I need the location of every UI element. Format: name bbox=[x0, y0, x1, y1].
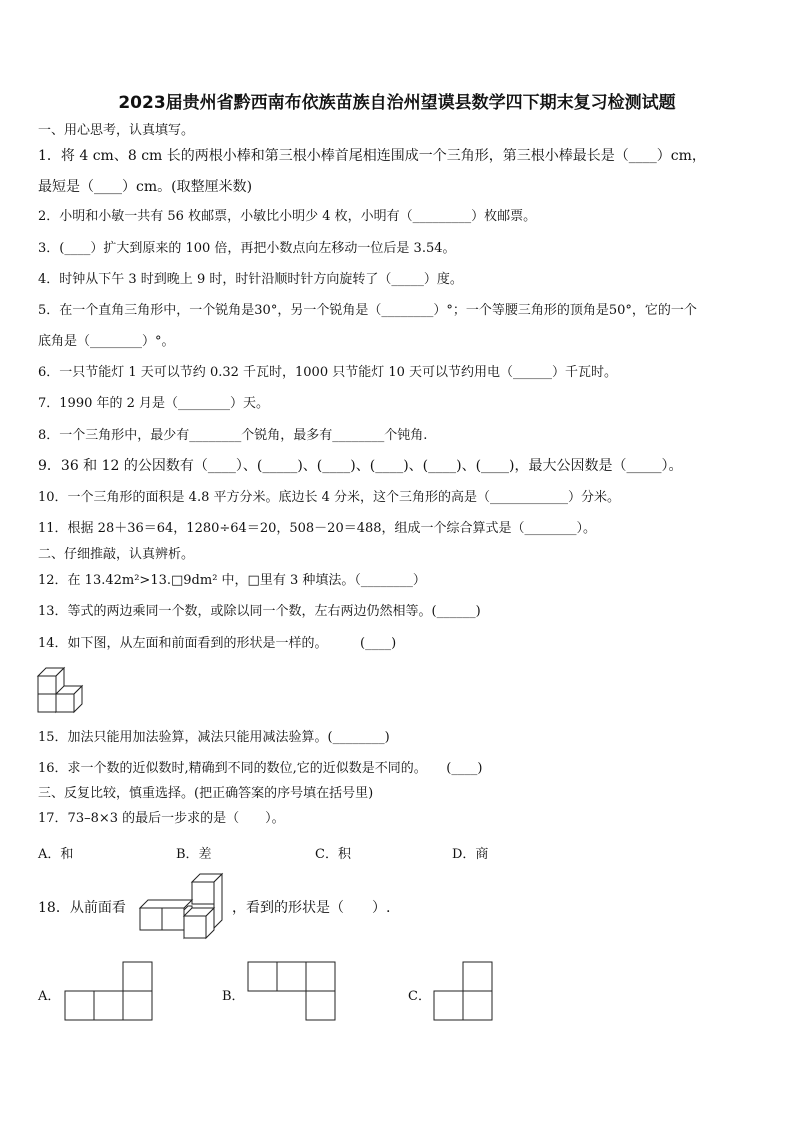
question-16: 16．求一个数的近似数时,精确到不同的数位,它的近似数是不同的。 (____) bbox=[38, 761, 483, 776]
question-5-line-1: 5．在一个直角三角形中，一个锐角是30°，另一个锐角是（________）°；一个等腰三角形的顶角是50°，它的一个 bbox=[38, 303, 697, 318]
question-7: 7．1990 年的 2 月是（________）天。 bbox=[38, 396, 270, 411]
question-12: 12．在 13.42m²>13.□9dm² 中，□里有 3 种填法。（________） bbox=[38, 573, 426, 588]
q18-cube-figure bbox=[138, 872, 230, 944]
question-11: 11．根据 28＋36＝64，1280÷64＝20，508－20＝488，组成一个综合算式是（________）。 bbox=[38, 521, 597, 536]
question-3: 3．(____）扩大到原来的 100 倍，再把小数点向左移动一位后是 3.54。 bbox=[38, 241, 456, 256]
q17-option-b[interactable]: B．差 bbox=[176, 847, 212, 862]
section-heading-2: 二、仔细推敲，认真辨析。 bbox=[38, 547, 195, 562]
q18-option-b-label[interactable]: B． bbox=[222, 989, 245, 1004]
question-6: 6．一只节能灯 1 天可以节约 0.32 千瓦时，1000 只节能灯 10 天可以节约用电（______）千瓦时。 bbox=[38, 365, 618, 380]
question-9: 9．36 和 12 的公因数有（____）、(_____)、(____)、(____)、(____)、(____)，最大公因数是（_____）。 bbox=[38, 458, 683, 474]
page-title: 2023届贵州省黔西南布依族苗族自治州望谟县数学四下期末复习检测试题 bbox=[118, 93, 676, 113]
question-18-prefix: 18．从前面看 bbox=[38, 900, 126, 916]
question-14: 14．如下图，从左面和前面看到的形状是一样的。 (____) bbox=[38, 636, 397, 651]
question-15: 15．加法只能用加法验算，减法只能用减法验算。(________) bbox=[38, 730, 390, 745]
q14-cube-figure bbox=[36, 664, 90, 716]
question-4: 4．时钟从下午 3 时到晚上 9 时，时针沿顺时针方向旋转了（_____）度。 bbox=[38, 272, 463, 287]
section-heading-1: 一、用心思考，认真填写。 bbox=[38, 123, 195, 138]
question-1-line-2: 最短是（____）cm。(取整厘米数) bbox=[38, 179, 253, 195]
question-1-line-1: 1．将 4 cm、8 cm 长的两根小棒和第三根小棒首尾相连围成一个三角形，第三根小棒最长是（____）cm， bbox=[38, 148, 706, 164]
q18-option-b-shape[interactable] bbox=[247, 960, 339, 1022]
question-5-line-2: 底角是（________）°。 bbox=[38, 334, 175, 349]
question-17: 17．73–8×3 的最后一步求的是（ ）。 bbox=[38, 811, 285, 826]
q17-option-d[interactable]: D．商 bbox=[452, 847, 489, 862]
section-heading-3: 三、反复比较，慎重选择。(把正确答案的序号填在括号里) bbox=[38, 786, 374, 801]
question-18-suffix: ，看到的形状是（ ）. bbox=[232, 900, 391, 916]
q18-option-a-label[interactable]: A． bbox=[38, 989, 61, 1004]
question-8: 8．一个三角形中，最少有________个锐角，最多有________个钝角. bbox=[38, 428, 428, 443]
q18-option-c-shape[interactable] bbox=[433, 960, 495, 1022]
q18-option-a-shape[interactable] bbox=[64, 960, 154, 1022]
question-2: 2．小明和小敏一共有 56 枚邮票，小敏比小明少 4 枚，小明有（_________）枚邮票。 bbox=[38, 209, 537, 224]
question-13: 13．等式的两边乘同一个数，或除以同一个数，左右两边仍然相等。(______) bbox=[38, 604, 481, 619]
q18-option-c-label[interactable]: C． bbox=[408, 989, 431, 1004]
q17-option-a[interactable]: A．和 bbox=[38, 847, 74, 862]
q17-option-c[interactable]: C．积 bbox=[315, 847, 351, 862]
question-10: 10．一个三角形的面积是 4.8 平方分米。底边长 4 分米，这个三角形的高是（____________）分米。 bbox=[38, 490, 621, 505]
